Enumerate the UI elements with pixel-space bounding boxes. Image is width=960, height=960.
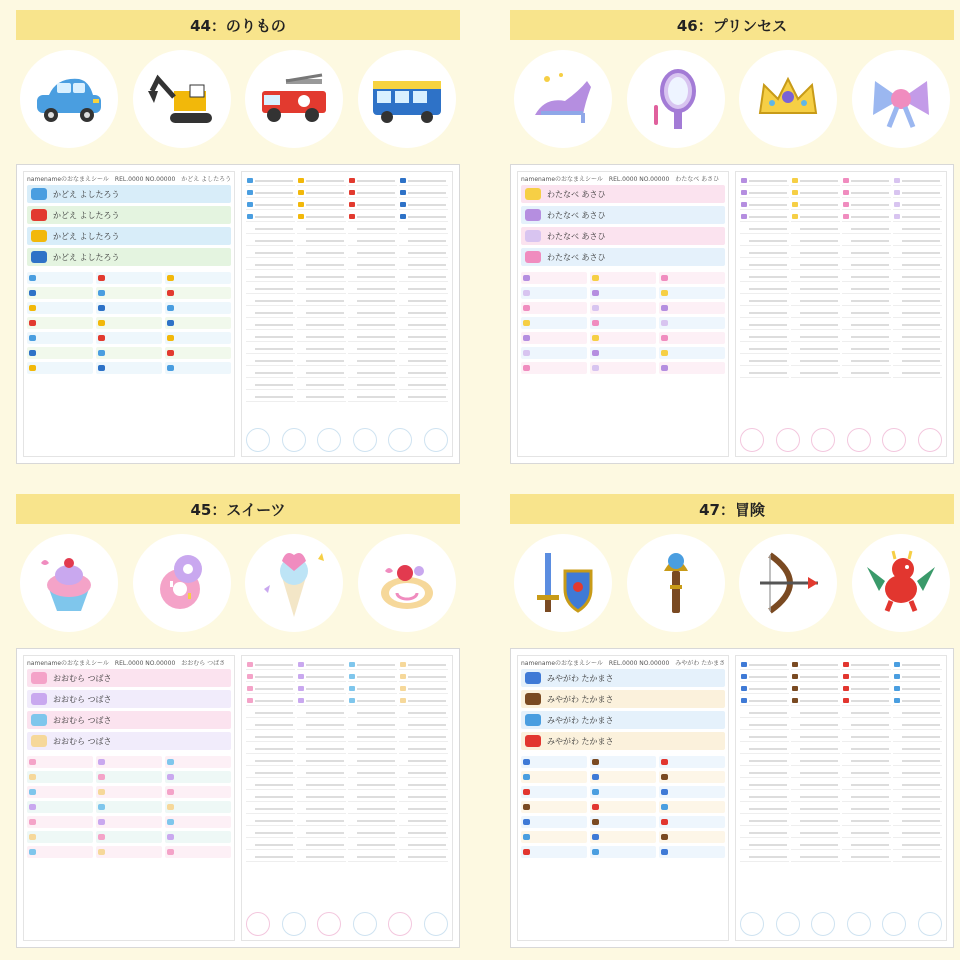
sheet-page-right — [735, 171, 947, 457]
name-label-large — [521, 732, 725, 750]
mirror-icon — [627, 50, 725, 148]
name-label-small — [165, 302, 231, 314]
small-label-grid — [24, 269, 234, 377]
name-text: かどえ よしたろう — [53, 189, 120, 199]
excavator-icon — [133, 50, 231, 148]
name-label-small — [27, 302, 93, 314]
name-label-small — [165, 362, 231, 374]
label-sheet — [510, 648, 954, 948]
mini-label-grid — [736, 172, 946, 382]
mini-label-grid — [242, 656, 452, 866]
name-label-large — [521, 227, 725, 245]
car-icon — [20, 50, 118, 148]
name-text: わたなべ あさひ — [547, 252, 606, 262]
dragon-icon — [852, 534, 950, 632]
name-text: みやがわ たかまさ — [547, 736, 614, 746]
label-sheet — [510, 164, 954, 464]
donut-icon — [133, 534, 231, 632]
name-label-small — [96, 317, 162, 329]
sheet-page-right — [735, 655, 947, 941]
name-label-small — [27, 317, 93, 329]
icon-row — [16, 40, 460, 158]
name-label-small — [96, 272, 162, 284]
name-label-large — [27, 732, 231, 750]
name-label-small — [27, 362, 93, 374]
name-text: かどえ よしたろう — [53, 252, 120, 262]
cupcake-icon — [20, 534, 118, 632]
name-label-large — [521, 248, 725, 266]
glass-slipper-icon — [514, 50, 612, 148]
label-sheet — [16, 648, 460, 948]
name-text: みやがわ たかまさ — [547, 694, 614, 704]
crown-icon — [739, 50, 837, 148]
name-label-large — [27, 248, 231, 266]
name-text: みやがわ たかまさ — [547, 673, 614, 683]
small-label-grid — [518, 269, 728, 377]
panel-title: 44：のりもの — [16, 10, 460, 40]
ribbon-bow-icon — [852, 50, 950, 148]
sheet-header: namenameのおなまえシール REL.0000 NO.00000 かどえ よしたろう — [27, 176, 232, 182]
name-label-large — [27, 185, 231, 203]
icon-row — [510, 524, 954, 642]
name-label-large — [27, 690, 231, 708]
name-label-small — [96, 362, 162, 374]
icon-row — [16, 524, 460, 642]
round-label-row — [740, 912, 942, 936]
name-label-large — [27, 711, 231, 729]
magic-wand-icon — [627, 534, 725, 632]
round-label-row — [740, 428, 942, 452]
ice-cream-icon — [245, 534, 343, 632]
bow-arrow-icon — [739, 534, 837, 632]
label-sheet — [16, 164, 460, 464]
mini-label-grid — [242, 172, 452, 406]
name-label-small — [165, 317, 231, 329]
name-label-small — [96, 287, 162, 299]
name-text: おおむら つばさ — [53, 694, 112, 704]
name-text: わたなべ あさひ — [547, 231, 606, 241]
sheet-page-left — [23, 171, 235, 457]
name-label-small — [165, 287, 231, 299]
name-label-small — [165, 347, 231, 359]
round-label-row — [246, 912, 448, 936]
panel-title: 47：冒険 — [510, 494, 954, 524]
panel-adventure — [510, 494, 954, 948]
name-text: かどえ よしたろう — [53, 210, 120, 220]
name-text: おおむら つばさ — [53, 673, 112, 683]
name-label-small — [27, 332, 93, 344]
panel-norimono — [16, 10, 460, 464]
sheet-header: namenameのおなまえシール REL.0000 NO.00000 おおむら つばさ — [27, 660, 226, 666]
name-label-small — [165, 332, 231, 344]
name-label-small — [96, 332, 162, 344]
name-label-small — [27, 347, 93, 359]
name-label-large — [27, 669, 231, 687]
name-text: おおむら つばさ — [53, 715, 112, 725]
panel-princess — [510, 10, 954, 464]
name-label-small — [27, 287, 93, 299]
round-label-row — [246, 428, 448, 452]
panel-title: 45：スイーツ — [16, 494, 460, 524]
name-text: かどえ よしたろう — [53, 231, 120, 241]
roll-cake-icon — [358, 534, 456, 632]
name-text: みやがわ たかまさ — [547, 715, 614, 725]
icon-row — [510, 40, 954, 158]
panel-title: 46：プリンセス — [510, 10, 954, 40]
sheet-page-left — [517, 171, 729, 457]
small-label-grid — [518, 753, 728, 861]
sheet-header: namenameのおなまえシール REL.0000 NO.00000 わたなべ あさひ — [521, 176, 720, 182]
name-label-large — [521, 206, 725, 224]
name-label-small — [96, 347, 162, 359]
fire-truck-icon — [245, 50, 343, 148]
name-label-large — [521, 669, 725, 687]
sword-shield-icon — [514, 534, 612, 632]
name-label-large — [521, 690, 725, 708]
name-label-large — [27, 227, 231, 245]
name-label-large — [27, 206, 231, 224]
name-text: わたなべ あさひ — [547, 189, 606, 199]
sheet-header: namenameのおなまえシール REL.0000 NO.00000 みやがわ たかまさ — [521, 660, 726, 666]
sheet-page-right — [241, 655, 453, 941]
bus-icon — [358, 50, 456, 148]
name-label-small — [96, 302, 162, 314]
small-label-grid — [24, 753, 234, 861]
name-label-large — [521, 711, 725, 729]
name-label-large — [521, 185, 725, 203]
sheet-page-left — [23, 655, 235, 941]
panel-sweets — [16, 494, 460, 948]
name-label-small — [165, 272, 231, 284]
name-label-small — [27, 272, 93, 284]
name-text: わたなべ あさひ — [547, 210, 606, 220]
mini-label-grid — [736, 656, 946, 866]
name-text: おおむら つばさ — [53, 736, 112, 746]
sheet-page-right — [241, 171, 453, 457]
sheet-page-left — [517, 655, 729, 941]
